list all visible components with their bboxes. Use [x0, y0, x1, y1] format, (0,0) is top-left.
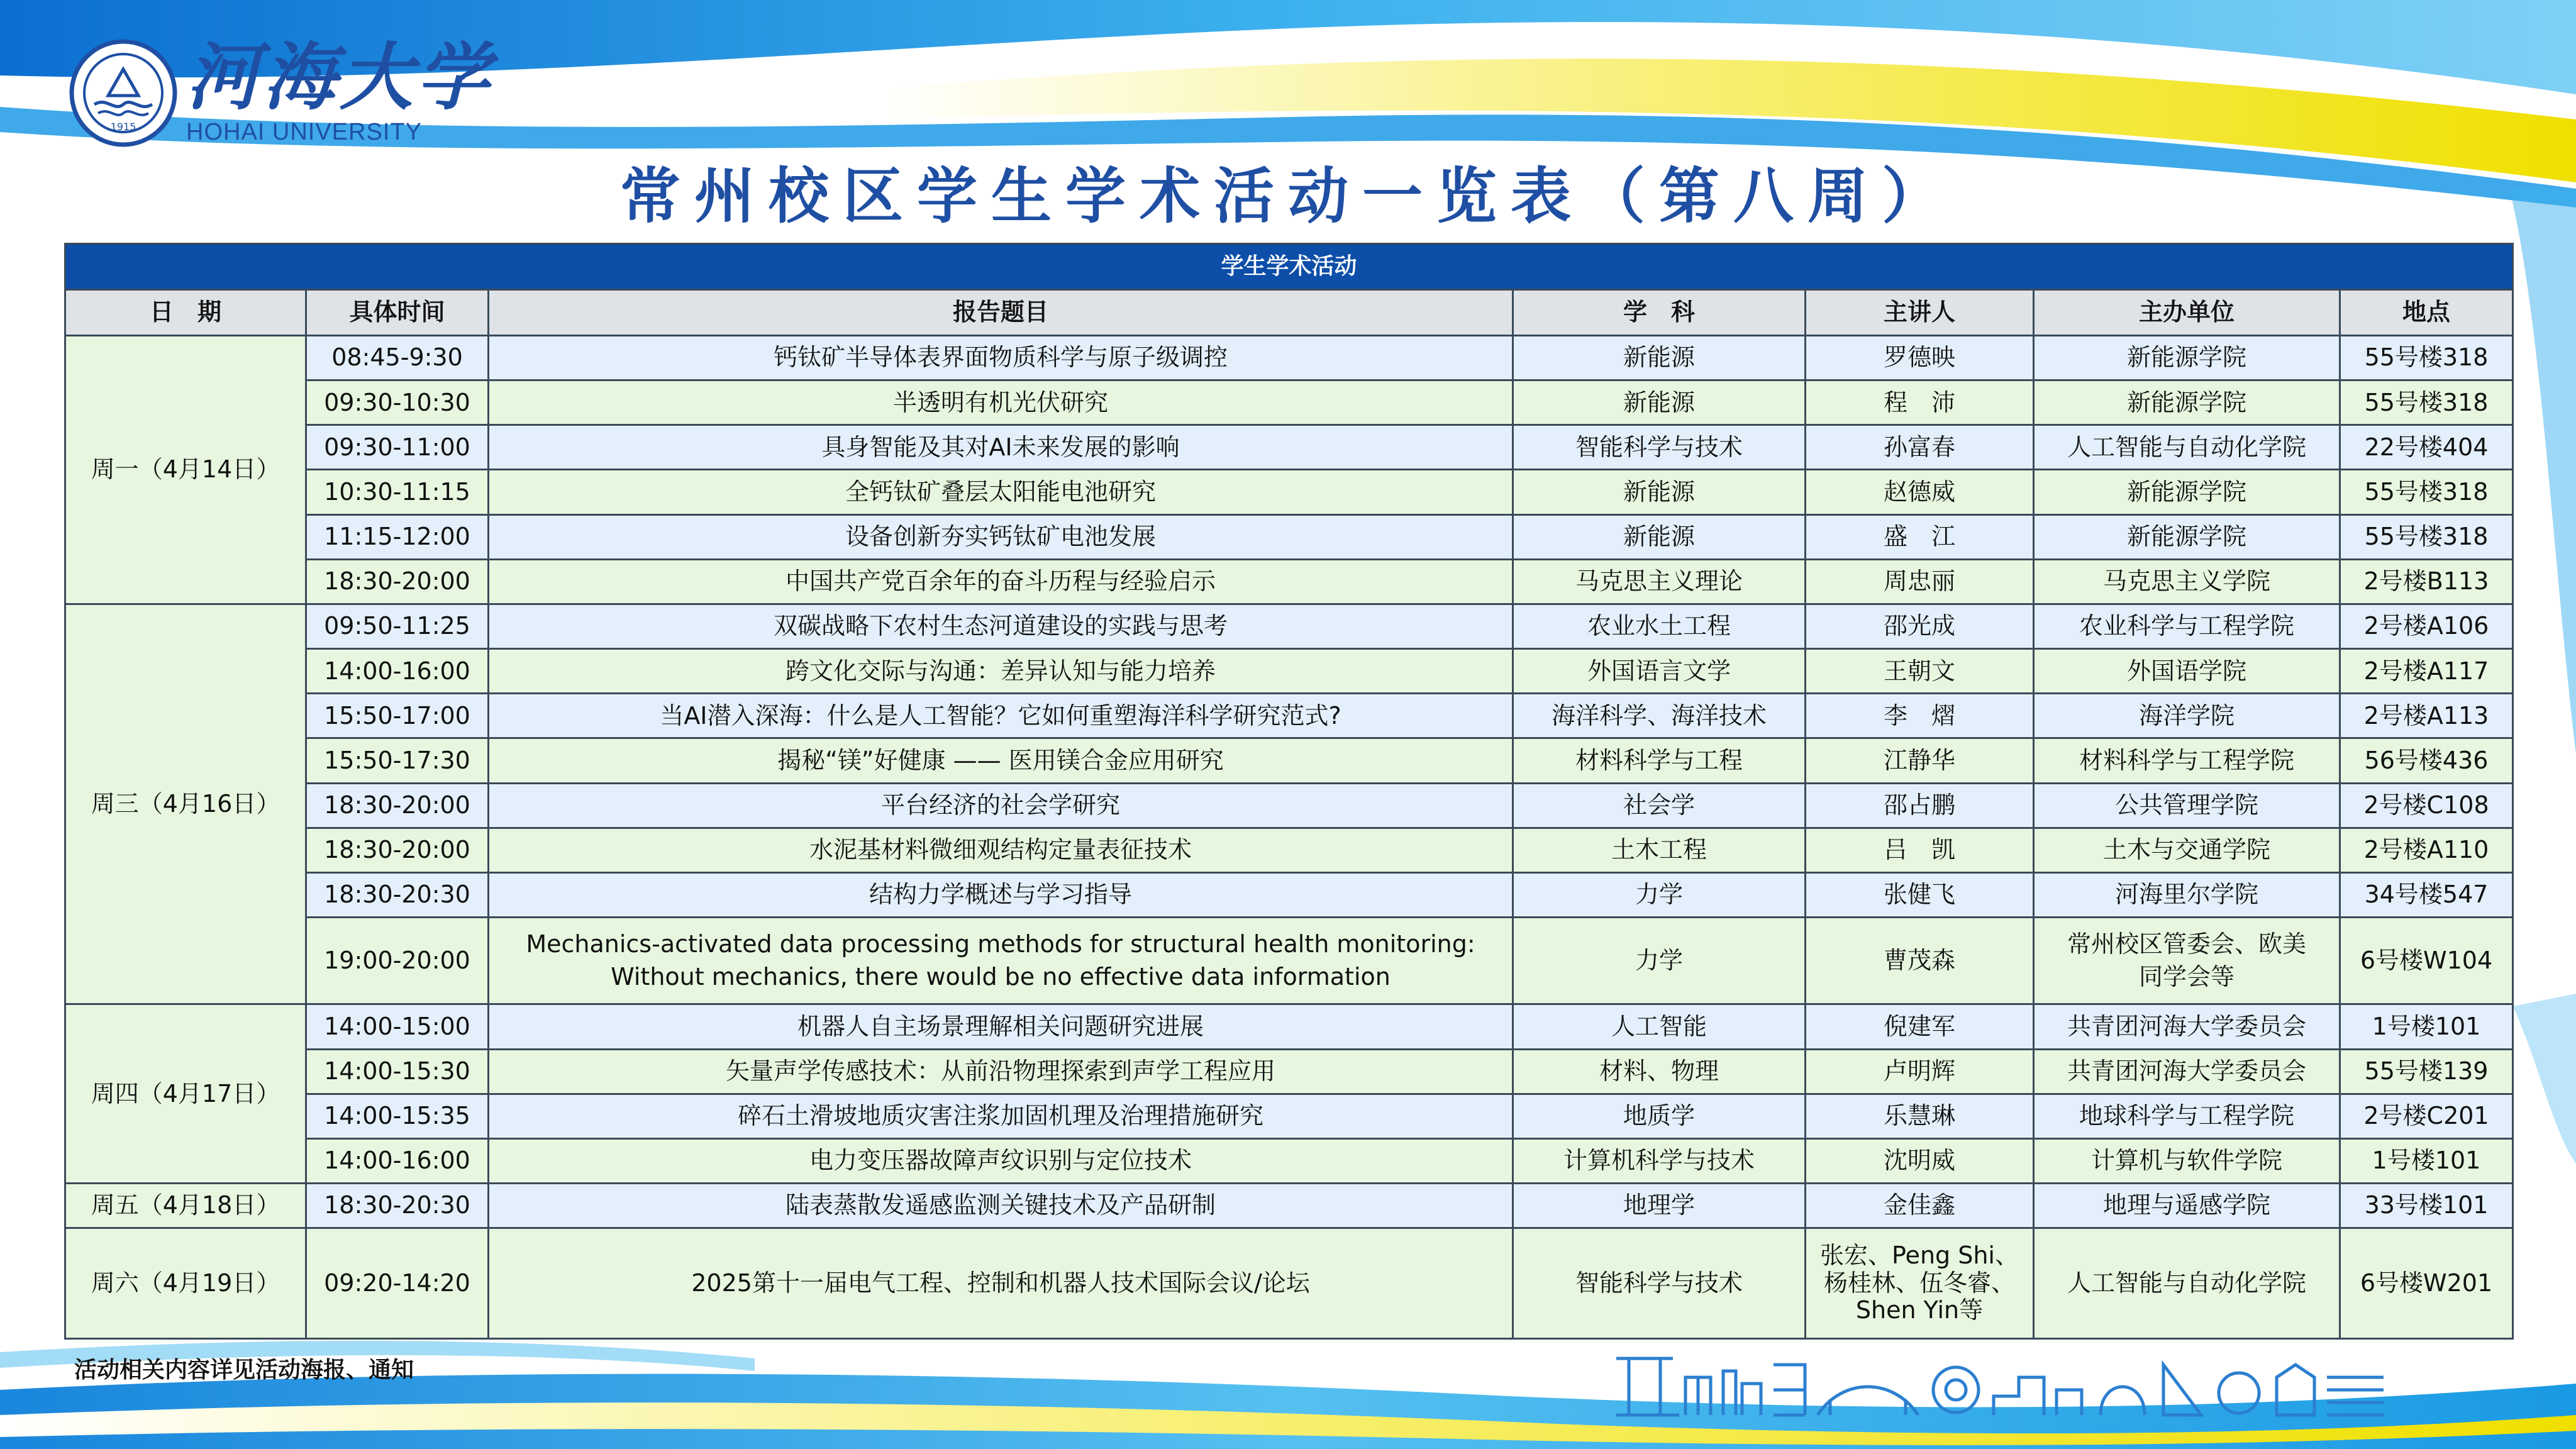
- table-row: [65, 1138, 2513, 1183]
- speaker-cell: 卢明辉: [1806, 1049, 2034, 1094]
- table-row: [65, 828, 2513, 872]
- speaker-cell: 程 沛: [1806, 380, 2034, 425]
- table-row: [65, 872, 2513, 917]
- speaker-cell: 曹茂森: [1806, 918, 2034, 1004]
- university-seal-icon: [69, 39, 177, 147]
- date-cell: 周五（4月18日）: [65, 1184, 306, 1228]
- subject-cell: 土木工程: [1513, 828, 1806, 872]
- table-row: [65, 1094, 2513, 1138]
- host-cell: 地理与遥感学院: [2034, 1184, 2340, 1228]
- time-cell: 15:50-17:30: [306, 738, 489, 783]
- host-line: 同学会等: [2138, 962, 2235, 991]
- date-cell: 周六（4月19日）: [65, 1228, 306, 1339]
- campus-skyline-icon: [1616, 1340, 2384, 1421]
- subject-cell: 马克思主义理论: [1513, 559, 1806, 604]
- time-cell: 09:30-10:30: [306, 380, 489, 425]
- time-cell: 08:45-9:30: [306, 336, 489, 380]
- location-cell: 55号楼318: [2340, 514, 2513, 559]
- host-cell: 人工智能与自动化学院: [2034, 1228, 2340, 1339]
- time-cell: 18:30-20:30: [306, 1184, 489, 1228]
- speaker-cell: 盛 江: [1806, 514, 2034, 559]
- speaker-cell: 罗德映: [1806, 336, 2034, 380]
- subject-cell: 力学: [1513, 918, 1806, 1004]
- time-cell: 14:00-15:30: [306, 1049, 489, 1094]
- table-row: [65, 425, 2513, 470]
- table-row: [65, 336, 2513, 380]
- speaker-cell: 邵占鹏: [1806, 783, 2034, 828]
- speaker-cell: 孙富春: [1806, 425, 2034, 470]
- topic-cell: 平台经济的社会学研究: [489, 783, 1513, 828]
- time-cell: 11:15-12:00: [306, 514, 489, 559]
- location-cell: 1号楼101: [2340, 1138, 2513, 1183]
- table-row: [65, 1228, 2513, 1339]
- time-cell: 14:00-15:00: [306, 1004, 489, 1049]
- table-row: [65, 1184, 2513, 1228]
- speaker-cell: 乐慧琳: [1806, 1094, 2034, 1138]
- topic-cell: [489, 918, 1513, 1004]
- location-cell: 55号楼318: [2340, 336, 2513, 380]
- subject-cell: 外国语言文学: [1513, 649, 1806, 694]
- col-header-subject: 学 科: [1513, 290, 1806, 336]
- speaker-line: 张宏、Peng Shi、: [1820, 1241, 2019, 1270]
- subject-cell: 地质学: [1513, 1094, 1806, 1138]
- university-logo: [69, 34, 493, 147]
- location-cell: 34号楼547: [2340, 872, 2513, 917]
- table-row: [65, 559, 2513, 604]
- topic-cell: 具身智能及其对AI未来发展的影响: [489, 425, 1513, 470]
- topic-cell: 碎石土滑坡地质灾害注浆加固机理及治理措施研究: [489, 1094, 1513, 1138]
- subject-cell: 计算机科学与技术: [1513, 1138, 1806, 1183]
- date-cell: 周一（4月14日）: [65, 336, 306, 604]
- speaker-cell: 沈明威: [1806, 1138, 2034, 1183]
- col-header-host: 主办单位: [2034, 290, 2340, 336]
- host-cell: 马克思主义学院: [2034, 559, 2340, 604]
- location-cell: 55号楼139: [2340, 1049, 2513, 1094]
- subject-cell: 材料科学与工程: [1513, 738, 1806, 783]
- subject-cell: 社会学: [1513, 783, 1806, 828]
- location-cell: 2号楼B113: [2340, 559, 2513, 604]
- host-cell: 新能源学院: [2034, 380, 2340, 425]
- subject-cell: 人工智能: [1513, 1004, 1806, 1049]
- host-cell: 公共管理学院: [2034, 783, 2340, 828]
- host-cell: 土木与交通学院: [2034, 828, 2340, 872]
- time-cell: 14:00-16:00: [306, 1138, 489, 1183]
- speaker-cell: [1806, 1228, 2034, 1339]
- speaker-cell: 倪建军: [1806, 1004, 2034, 1049]
- subject-cell: 智能科学与技术: [1513, 1228, 1806, 1339]
- subject-cell: 新能源: [1513, 336, 1806, 380]
- subject-cell: 新能源: [1513, 380, 1806, 425]
- table-row: [65, 604, 2513, 648]
- topic-cell: 全钙钛矿叠层太阳能电池研究: [489, 470, 1513, 514]
- time-cell: 14:00-15:35: [306, 1094, 489, 1138]
- table-banner: 学生学术活动: [65, 244, 2513, 290]
- page-title: 常州校区学生学术活动一览表（第八周）: [620, 161, 1956, 231]
- subject-cell: 海洋科学、海洋技术: [1513, 694, 1806, 738]
- topic-cell: 结构力学概述与学习指导: [489, 872, 1513, 917]
- time-cell: 09:20-14:20: [306, 1228, 489, 1339]
- subject-cell: 新能源: [1513, 514, 1806, 559]
- subject-cell: 地理学: [1513, 1184, 1806, 1228]
- time-cell: 18:30-20:30: [306, 872, 489, 917]
- time-cell: 14:00-16:00: [306, 649, 489, 694]
- location-cell: 6号楼W201: [2340, 1228, 2513, 1339]
- host-cell: 共青团河海大学委员会: [2034, 1049, 2340, 1094]
- table-row: [65, 649, 2513, 694]
- location-cell: 2号楼A113: [2340, 694, 2513, 738]
- speaker-cell: 吕 凯: [1806, 828, 2034, 872]
- host-cell: 计算机与软件学院: [2034, 1138, 2340, 1183]
- topic-cell: 2025第十一届电气工程、控制和机器人技术国际会议/论坛: [489, 1228, 1513, 1339]
- time-cell: 18:30-20:00: [306, 828, 489, 872]
- footer-note: 活动相关内容详见活动海报、通知: [74, 1357, 414, 1383]
- location-cell: 56号楼436: [2340, 738, 2513, 783]
- activity-table: [64, 243, 2514, 1340]
- table-row: [65, 738, 2513, 783]
- location-cell: 6号楼W104: [2340, 918, 2513, 1004]
- table-row: [65, 380, 2513, 425]
- date-cell: 周三（4月16日）: [65, 604, 306, 1004]
- host-cell: 人工智能与自动化学院: [2034, 425, 2340, 470]
- location-cell: 2号楼C108: [2340, 783, 2513, 828]
- host-cell: 新能源学院: [2034, 514, 2340, 559]
- subject-cell: 力学: [1513, 872, 1806, 917]
- topic-cell: 机器人自主场景理解相关问题研究进展: [489, 1004, 1513, 1049]
- location-cell: 2号楼A117: [2340, 649, 2513, 694]
- host-line: 常州校区管委会、欧美: [2067, 930, 2306, 958]
- location-cell: 55号楼318: [2340, 380, 2513, 425]
- topic-cell: 陆表蒸散发遥感监测关键技术及产品研制: [489, 1184, 1513, 1228]
- host-cell: [2034, 918, 2340, 1004]
- time-cell: 19:00-20:00: [306, 918, 489, 1004]
- host-cell: 新能源学院: [2034, 470, 2340, 514]
- table-row: [65, 694, 2513, 738]
- topic-cell: 半透明有机光伏研究: [489, 380, 1513, 425]
- table-row: [65, 1049, 2513, 1094]
- host-cell: 河海里尔学院: [2034, 872, 2340, 917]
- university-name-en: HOHAI UNIVERSITY: [186, 118, 422, 145]
- speaker-cell: 金佳鑫: [1806, 1184, 2034, 1228]
- topic-cell: 钙钛矿半导体表界面物质科学与原子级调控: [489, 336, 1513, 380]
- speaker-cell: 张健飞: [1806, 872, 2034, 917]
- location-cell: 2号楼A110: [2340, 828, 2513, 872]
- location-cell: 55号楼318: [2340, 470, 2513, 514]
- location-cell: 2号楼C201: [2340, 1094, 2513, 1138]
- subject-cell: 智能科学与技术: [1513, 425, 1806, 470]
- col-header-topic: 报告题目: [489, 290, 1513, 336]
- topic-cell: 中国共产党百余年的奋斗历程与经验启示: [489, 559, 1513, 604]
- host-cell: 农业科学与工程学院: [2034, 604, 2340, 648]
- topic-line: Without mechanics, there would be no effective data information: [611, 962, 1391, 991]
- col-header-speaker: 主讲人: [1806, 290, 2034, 336]
- topic-cell: 电力变压器故障声纹识别与定位技术: [489, 1138, 1513, 1183]
- time-cell: 10:30-11:15: [306, 470, 489, 514]
- topic-cell: 跨文化交际与沟通：差异认知与能力培养: [489, 649, 1513, 694]
- topic-cell: 当AI潜入深海：什么是人工智能？它如何重塑海洋科学研究范式?: [489, 694, 1513, 738]
- host-cell: 共青团河海大学委员会: [2034, 1004, 2340, 1049]
- location-cell: 22号楼404: [2340, 425, 2513, 470]
- table-row: [65, 1004, 2513, 1049]
- topic-cell: 水泥基材料微细观结构定量表征技术: [489, 828, 1513, 872]
- speaker-cell: 赵德威: [1806, 470, 2034, 514]
- time-cell: 09:30-11:00: [306, 425, 489, 470]
- location-cell: 33号楼101: [2340, 1184, 2513, 1228]
- topic-cell: 设备创新夯实钙钛矿电池发展: [489, 514, 1513, 559]
- speaker-line: 杨桂林、伍冬睿、: [1823, 1269, 2015, 1297]
- topic-cell: 双碳战略下农村生态河道建设的实践与思考: [489, 604, 1513, 648]
- speaker-cell: 邵光成: [1806, 604, 2034, 648]
- speaker-cell: 李 熠: [1806, 694, 2034, 738]
- col-header-date: 日 期: [65, 290, 306, 336]
- speaker-cell: 王朝文: [1806, 649, 2034, 694]
- time-cell: 18:30-20:00: [306, 559, 489, 604]
- seal-year: 1915: [110, 121, 136, 133]
- subject-cell: 农业水土工程: [1513, 604, 1806, 648]
- topic-cell: 矢量声学传感技术：从前沿物理探索到声学工程应用: [489, 1049, 1513, 1094]
- table-row: [65, 470, 2513, 514]
- host-cell: 材料科学与工程学院: [2034, 738, 2340, 783]
- time-cell: 15:50-17:00: [306, 694, 489, 738]
- date-cell: 周四（4月17日）: [65, 1004, 306, 1184]
- col-header-time: 具体时间: [306, 290, 489, 336]
- speaker-cell: 周忠丽: [1806, 559, 2034, 604]
- table-row: [65, 918, 2513, 1004]
- table-row: [65, 783, 2513, 828]
- speaker-line: Shen Yin等: [1855, 1296, 1984, 1324]
- host-cell: 新能源学院: [2034, 336, 2340, 380]
- col-header-location: 地点: [2340, 290, 2513, 336]
- time-cell: 18:30-20:00: [306, 783, 489, 828]
- table-row: [65, 514, 2513, 559]
- topic-line: Mechanics-activated data processing methods for structural health monitoring:: [526, 930, 1475, 958]
- host-cell: 外国语学院: [2034, 649, 2340, 694]
- university-name-cn: 河海大学: [186, 34, 493, 120]
- time-cell: 09:50-11:25: [306, 604, 489, 648]
- host-cell: 海洋学院: [2034, 694, 2340, 738]
- subject-cell: 材料、物理: [1513, 1049, 1806, 1094]
- subject-cell: 新能源: [1513, 470, 1806, 514]
- speaker-cell: 江静华: [1806, 738, 2034, 783]
- topic-cell: 揭秘“镁”好健康 —— 医用镁合金应用研究: [489, 738, 1513, 783]
- location-cell: 1号楼101: [2340, 1004, 2513, 1049]
- host-cell: 地球科学与工程学院: [2034, 1094, 2340, 1138]
- location-cell: 2号楼A106: [2340, 604, 2513, 648]
